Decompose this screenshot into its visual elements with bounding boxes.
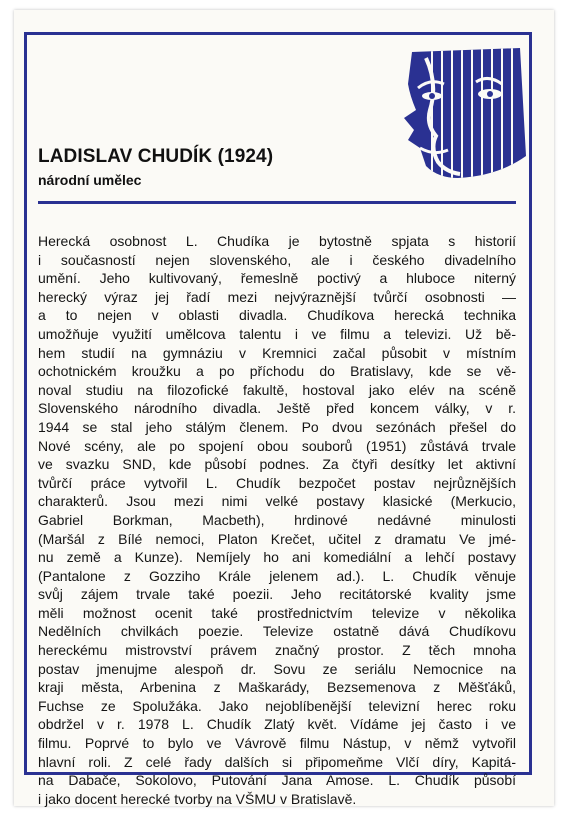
card-title: LADISLAV CHUDÍK (1924) [38, 146, 274, 167]
text-line: Herecká osobnost L. Chudíka je bytostně spjata s historií [38, 233, 516, 249]
text-line: umožňuje využití umělcova talentu i ve filmu a televizi. Už bě- [38, 325, 516, 342]
text-line: Nové scény, ale po spojení obou souborů (1951) zůstává trvale [38, 437, 516, 454]
text-line: filmu. Poprvé to bylo ve Vávrově filmu Nástup, v němž vytvořil [38, 735, 516, 752]
text-line: nu země a Kunze). Nemíjely ho ani komediální a lehčí postavy [38, 549, 516, 566]
text-line: Slovenského národního divadla. Ještě před koncem války, v r. [38, 400, 516, 417]
text-line: kraji města, Arbenina z Maškarády, Bezsemenova z Měšťáků, [38, 679, 516, 696]
text-line: Fuchse ze Spolužáka. Jako nejoblíbenější televizní herec roku [38, 697, 516, 714]
text-line: tvůrčí práce vytvořil L. Chudík bezpočet postav nejrůznějších [38, 474, 516, 491]
text-line: měli možnost ocenit také prostřednictvím televize v několika [38, 604, 516, 621]
text-line: charakterů. Jsou mezi nimi velké postavy klasické (Merkucio, [38, 493, 516, 510]
text-line: 1944 se stal jeho stálým členem. Po dvou sezónách přešel do [38, 418, 516, 435]
text-line: (Pantalone z Gozziho Krále jelenem ad.). L. Chudík věnuje [38, 567, 516, 584]
biography-text [38, 232, 516, 808]
text-line: Gabriel Borkman, Macbeth), hrdinové nedávné minulosti [38, 511, 516, 528]
text-line: a to nejen v oblasti divadla. Chudíkova herecká technika [38, 307, 516, 324]
text-line: noval studiu na filozofické fakultě, hostoval jako elév na scéně [38, 381, 516, 398]
text-line: Nedělních chvilkách poezie. Televize ostatně dává Chudíkovu [38, 623, 516, 640]
text-line: obdržel v r. 1978 L. Chudík Zlatý květ. Vídáme jej často i ve [38, 716, 516, 733]
text-line: umění. Jeho kultivovaný, řemeslně poctivý a hluboce niterný [38, 270, 516, 287]
text-line: hem studií na gymnáziu v Kremnici začal působit v místním [38, 344, 516, 361]
text-line: hlavní roli. Z celé řady dalších si připomeňme Vlčí díry, Kapitá- [38, 753, 516, 770]
text-line: hereckému mistrovství právem značný prostor. Z těch mnoha [38, 642, 516, 659]
text-line: na Dabače, Sokolovo, Putování Jana Amose. L. Chudík působí [38, 772, 516, 789]
text-line: herecký výraz jej řadí mezi nejvýraznější tvůrčí osobnosti — [38, 288, 516, 305]
text-line: i současností nejen slovenského, ale i českého divadelního [38, 251, 516, 268]
text-line: (Maršál z Bílé nemoci, Platon Krečet, učitel z dramatu Ve jmé- [38, 530, 516, 547]
card-subtitle: národní umělec [38, 172, 142, 188]
theatre-mask-icon [380, 44, 530, 184]
text-line: svůj zájem trvale také poezii. Jeho recitátorské kvality jsme [38, 586, 516, 603]
text-line: i jako docent herecké tvorby na VŠMU v Bratislavě. [38, 790, 357, 807]
text-line: ve svazku SND, kde působí podnes. Za čtyři desítky let aktivní [38, 456, 516, 473]
title-divider [38, 201, 516, 204]
text-line: postav jmenujme alespoň dr. Sovu ze seriálu Nemocnice na [38, 660, 516, 677]
text-line: ochotnickém kroužku a po příchodu do Bratislavy, kde se vě- [38, 363, 516, 380]
